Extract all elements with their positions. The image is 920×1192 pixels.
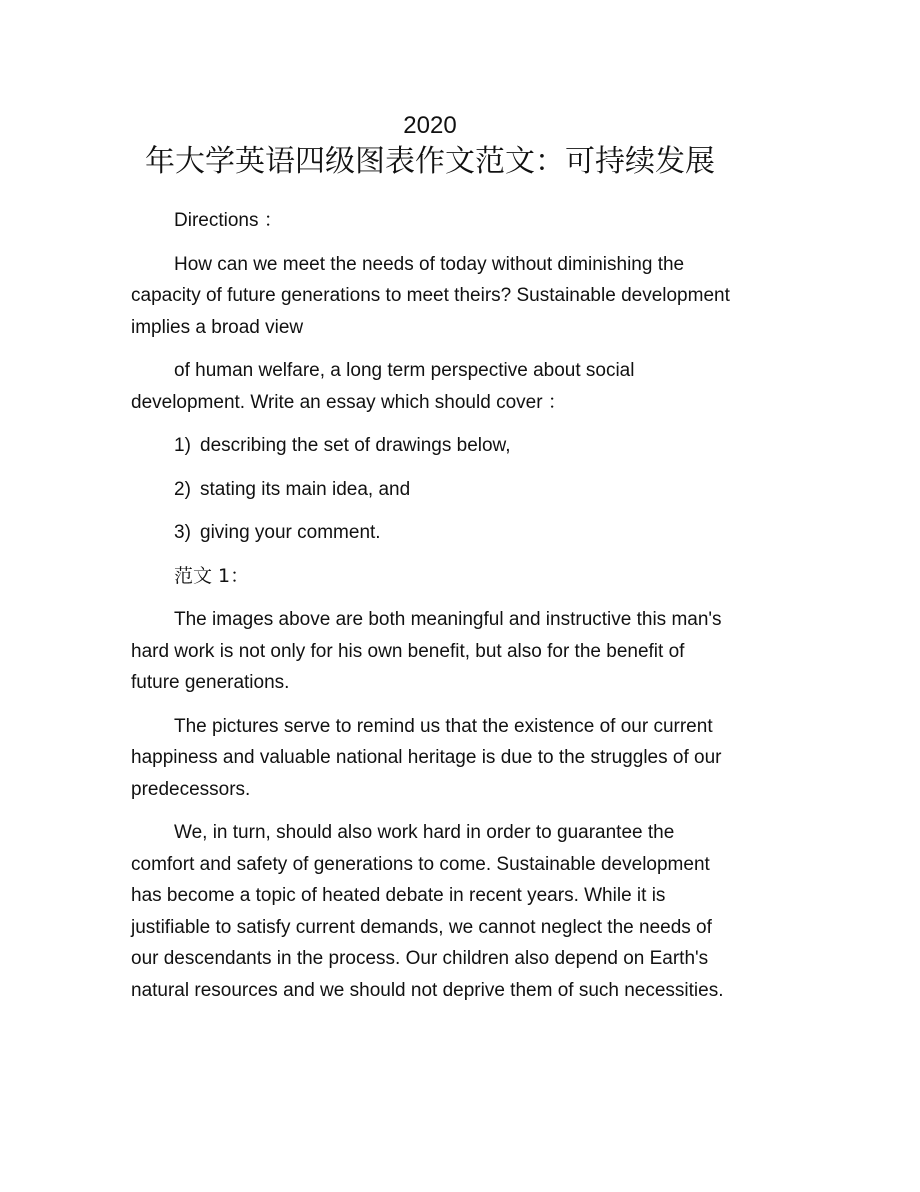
sample-paragraph-1: The images above are both meaningful and instructive this man's hard work is not only for his own benefit, but also for the benefit of future generations. [131,609,722,693]
list-item-number: 1) [174,435,191,456]
list-item [131,474,731,506]
directions-paragraph-1: How can we meet the needs of today without diminishing the capacity of future generations to meet theirs? Sustainable development implies a broad view [131,253,730,338]
title-year: 2020 [403,112,457,139]
directions-label: Directions ： [174,210,283,231]
directions-paragraph-2: of human welfare, a long term perspective about social development. Write an essay which should cover ： [131,360,635,413]
list-item [131,430,731,462]
list-item [131,517,731,549]
list-item-text: stating its main idea, and [200,478,411,500]
list-item-text: giving your comment. [200,522,381,543]
document-body [131,205,731,1018]
list-item-text: describing the set of drawings below, [200,435,511,456]
sample-paragraph-3: We, in turn, should also work hard in order to guarantee the comfort and safety of generations to come. Sustainable development has become a topic of heated debate in recent years. While it is justifiable to satisfy current demands, we cannot neglect the needs of our descendants in the process. Our children also depend on Earth's natural resources and we should not deprive them of such necessities. [131,822,724,1001]
list-item-number: 2) [174,478,191,500]
sample-label: 范文 1： [174,564,250,587]
page-title: 年大学英语四级图表作文范文：可持续发展 [145,144,715,179]
list-item-number: 3) [174,522,191,543]
sample-paragraph-2: The pictures serve to remind us that the existence of our current happiness and valuable national heritage is due to the struggles of our predecessors. [131,715,722,800]
